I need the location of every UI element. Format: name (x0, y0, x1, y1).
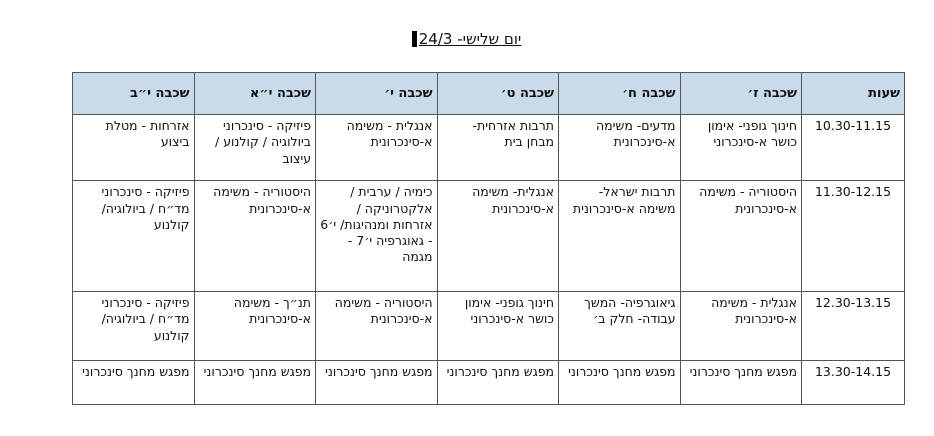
table-cell: תנ״ך - משימה א-סינכרונית (194, 292, 316, 360)
text-cursor (412, 31, 417, 47)
table-cell: כימיה / ערבית / אלקטרוניקה / אזרחות ומנהיגות/ י׳6 - גאוגרפיה י׳7 - מגמה (316, 181, 438, 292)
table-cell: תרבות אזרחית- מבחן בית (437, 115, 559, 181)
header-grade-10: שכבה י׳ (316, 73, 438, 115)
table-cell: פיזיקה - סינכרוני מד״ח / ביולוגיה/ קולנוע (73, 181, 195, 292)
table-cell: מפגש מחנך סינכרוני (73, 360, 195, 404)
hours-cell: 10.30-11.15 (802, 115, 905, 181)
table-cell: פיזיקה - סינכרוני ביולוגיה / קולנוע / עיצוב (194, 115, 316, 181)
header-grade-8: שכבה ח׳ (559, 73, 681, 115)
table-row (73, 360, 905, 404)
table-cell: היסטוריה - משימה א-סינכרונית (680, 181, 802, 292)
table-cell: אזרחות - מטלת ביצוע (73, 115, 195, 181)
hours-cell: 11.30-12.15 (802, 181, 905, 292)
table-cell: חינוך גופני- אימון כושר א-סינכרוני (680, 115, 802, 181)
table-cell: פיזיקה - סינכרוני מד״ח / ביולוגיה/ קולנוע (73, 292, 195, 360)
table-cell: אנגלית - משימה א-סינכרונית (316, 115, 438, 181)
hours-cell: 13.30-14.15 (802, 360, 905, 404)
table-cell: מפגש מחנך סינכרוני (316, 360, 438, 404)
table-cell: מדעים- משימה א-סינכרונית (559, 115, 681, 181)
title-text: יום שלישי- 24/3 (418, 30, 522, 48)
page-title (0, 30, 934, 48)
table-row (73, 115, 905, 181)
table-header-row (73, 73, 905, 115)
table-cell: מפגש מחנך סינכרוני (680, 360, 802, 404)
table-cell: מפגש מחנך סינכרוני (559, 360, 681, 404)
table-cell: חינוך גופני- אימון כושר א-סינכרוני (437, 292, 559, 360)
table-cell: אנגלית - משימה א-סינכרונית (680, 292, 802, 360)
header-grade-7: שכבה ז׳ (680, 73, 802, 115)
table-row (73, 292, 905, 360)
header-hours: שעות (802, 73, 905, 115)
header-grade-11: שכבה י״א (194, 73, 316, 115)
table-cell: היסטוריה - משימה א-סינכרונית (194, 181, 316, 292)
table-cell: תרבות ישראל- משימה א-סינכרונית (559, 181, 681, 292)
table-cell: היסטוריה - משימה א-סינכרונית (316, 292, 438, 360)
hours-cell: 12.30-13.15 (802, 292, 905, 360)
table-cell: מפגש מחנך סינכרוני (437, 360, 559, 404)
table-cell: מפגש מחנך סינכרוני (194, 360, 316, 404)
header-grade-9: שכבה ט׳ (437, 73, 559, 115)
table-cell: אנגלית- משימה א-סינכרונית (437, 181, 559, 292)
table-row (73, 181, 905, 292)
header-grade-12: שכבה י״ב (73, 73, 195, 115)
schedule-table (72, 72, 905, 405)
table-cell: גיאוגרפיה- המשך עבודה- חלק ב׳ (559, 292, 681, 360)
